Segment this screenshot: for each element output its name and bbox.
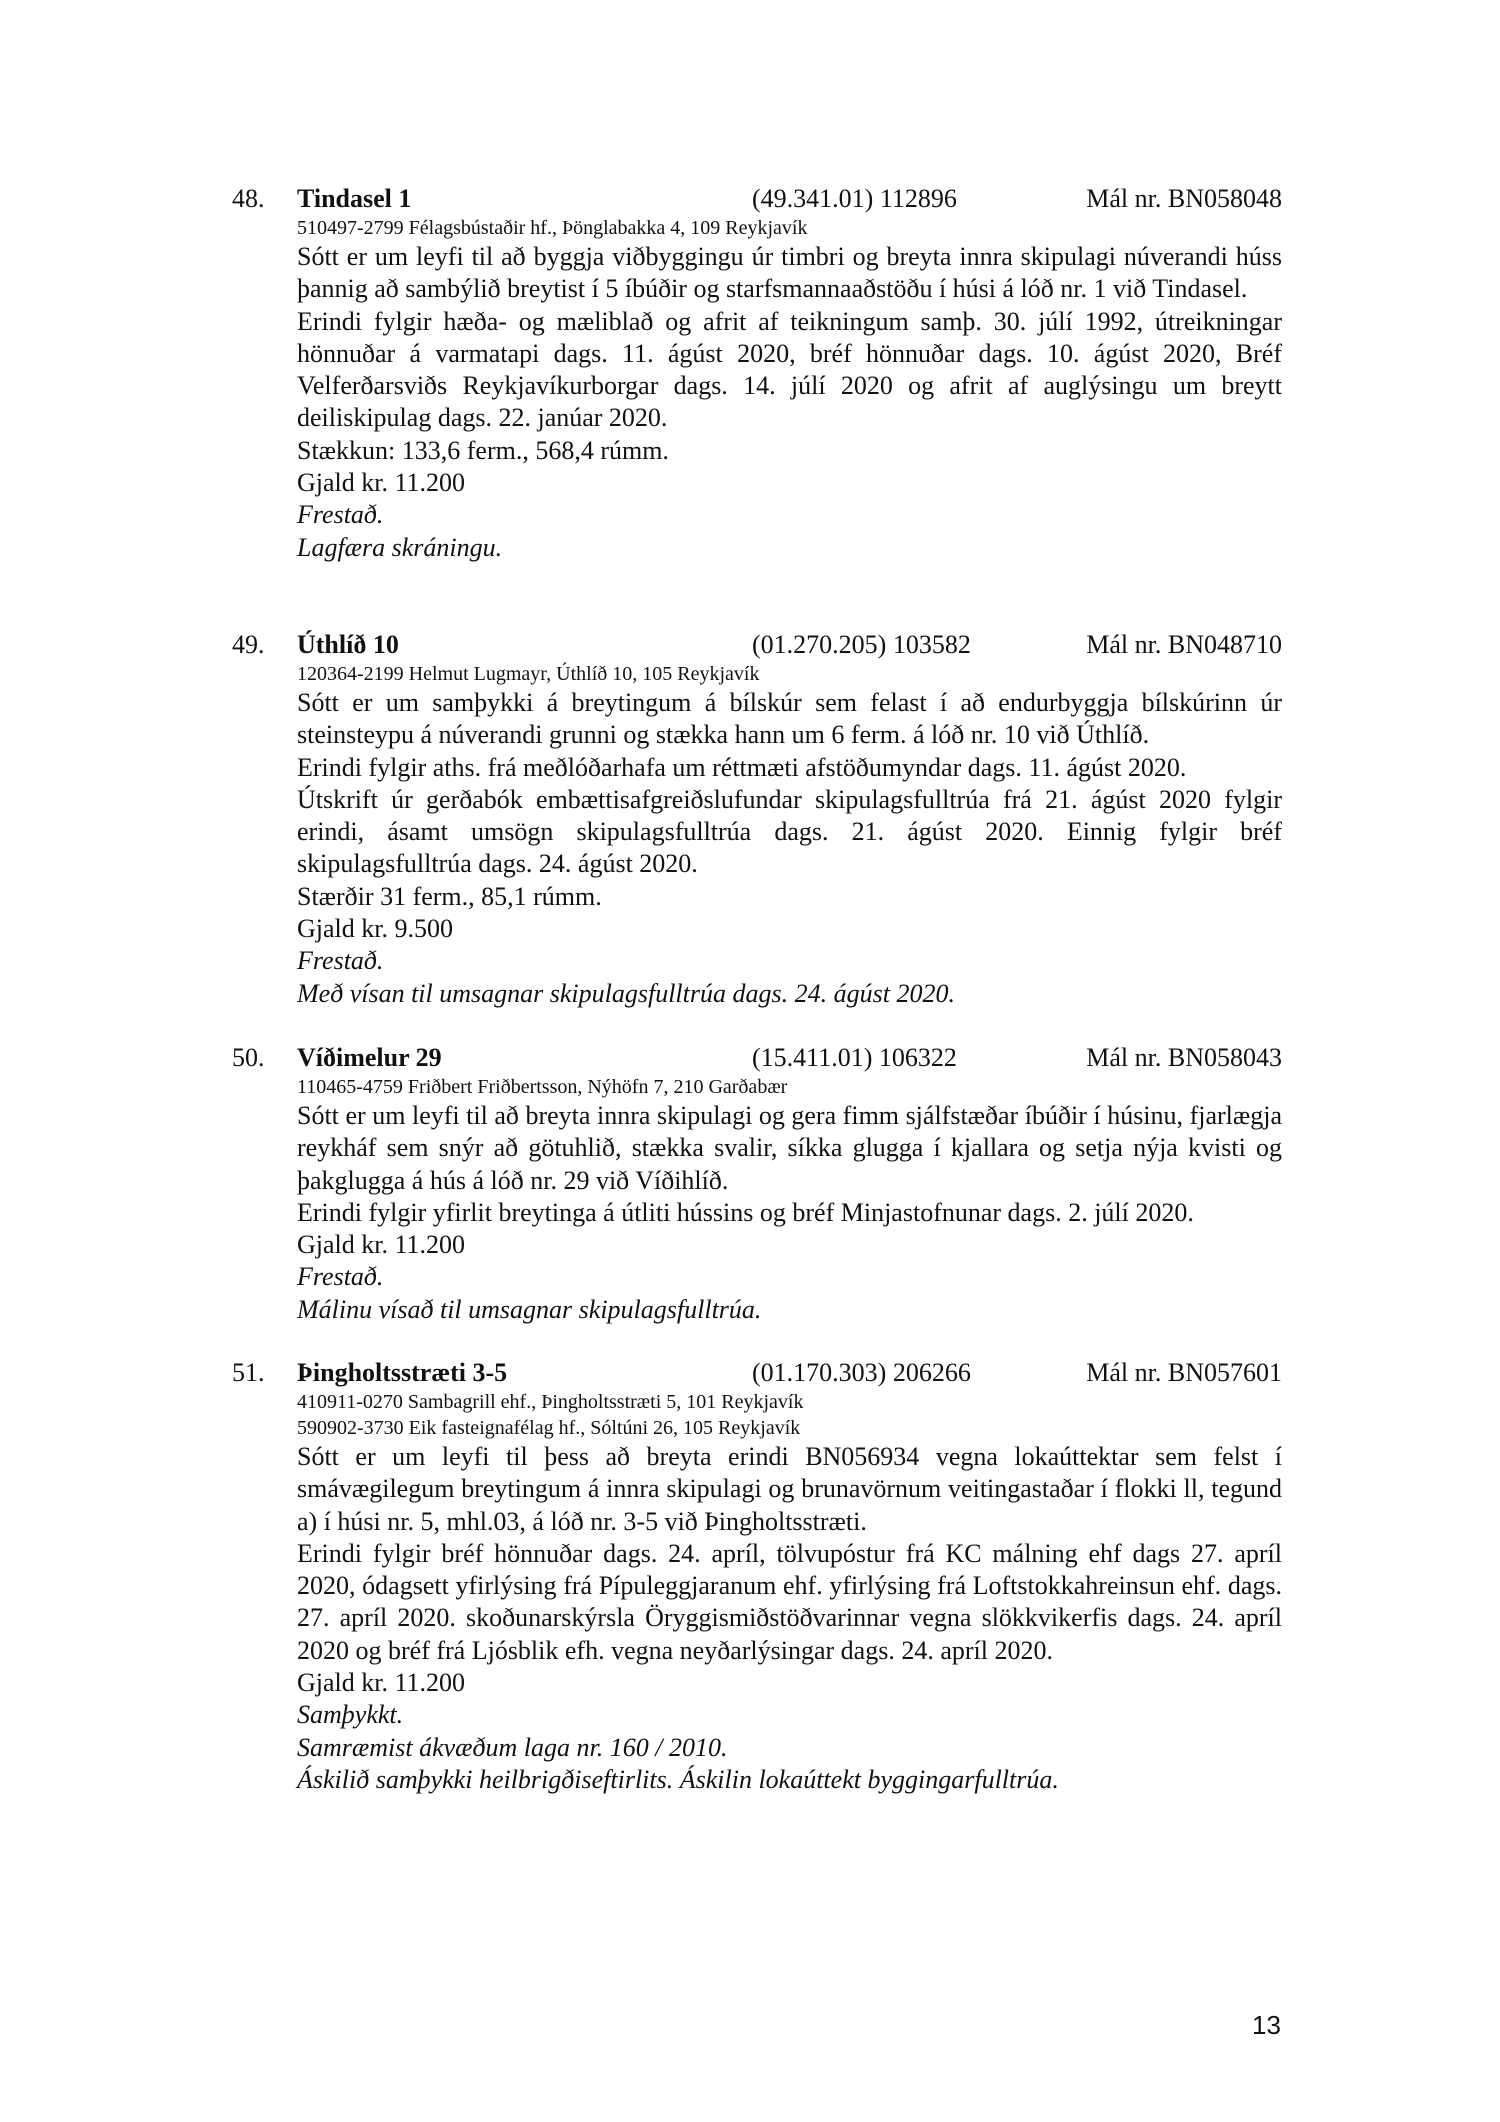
entry-number: 49. — [232, 630, 265, 659]
entry-reference: (49.341.01) 112896 — [752, 184, 957, 213]
entry-header — [232, 628, 1282, 661]
entry-number: 48. — [232, 184, 265, 213]
case-entry — [232, 1041, 1282, 1326]
description-paragraph: Sótt er um leyfi til að byggja viðbyggingu úr timbri og breyta innra skipulagi núverandi húss þannig að sambýlið breytist í 5 íbúðir og starfsmannaaðstöðu í húsi á lóð nr. 1 við Tindasel. — [297, 242, 1282, 304]
decision-note: Samræmist ákvæðum laga nr. 160 / 2010. — [297, 1732, 728, 1762]
entry-header — [232, 182, 1282, 215]
objection-paragraph: Erindi fylgir aths. frá meðlóðarhafa um réttmæti afstöðumyndar dags. 11. ágúst 2020. — [297, 752, 1187, 782]
applicant-line: 590902-3730 Eik fasteignafélag hf., Sóltúni 26, 105 Reykjavík — [297, 1417, 801, 1439]
fee-line: Gjald kr. 11.200 — [297, 1668, 466, 1698]
entry-reference: (15.411.01) 106322 — [752, 1043, 957, 1072]
fee-line: Gjald kr. 11.200 — [297, 1230, 466, 1260]
applicant-line: 510497-2799 Félagsbústaðir hf., Þönglabakka 4, 109 Reykjavík — [297, 217, 808, 239]
description-paragraph: Sótt er um leyfi til að breyta innra skipulagi og gera fimm sjálfstæðar íbúðir í húsinu, fjarlægja reykháf sem snýr að götuhlið, stækka svalir, síkka glugga í kjallara og setja nýja kvisti og þakglugga á hús á lóð nr. 29 við Víðihlíð. — [297, 1101, 1282, 1195]
entry-case-number: Mál nr. BN058043 — [1086, 1043, 1282, 1072]
entry-header — [232, 1356, 1282, 1389]
entry-title: Tindasel 1 — [297, 184, 412, 213]
entry-body — [297, 661, 1282, 1010]
applicant-line: 120364-2199 Helmut Lugmayr, Úthlíð 10, 105 Reykjavík — [297, 663, 760, 685]
entry-title: Þingholtsstræti 3-5 — [297, 1358, 508, 1387]
case-entry — [232, 182, 1282, 564]
fee-line: Gjald kr. 11.200 — [297, 468, 466, 498]
decision-note: Málinu vísað til umsagnar skipulagsfulltrúa. — [297, 1294, 762, 1324]
entry-header — [232, 1041, 1282, 1074]
description-paragraph: Sótt er um leyfi til þess að breyta erindi BN056934 vegna lokaúttektar sem felst í smávægilegum breytingum á innra skipulagi og brunavörnum veitingastaðar í flokki ll, tegund a) í húsi nr. 5, mhl.03, á lóð nr. 3-5 við Þingholtsstræti. — [297, 1442, 1282, 1536]
attachments-paragraph: Erindi fylgir hæða- og mæliblað og afrit af teikningum samþ. 30. júlí 1992, útreikningar hönnuðar á varmatapi dags. 11. ágúst 2020, bréf hönnuðar dags. 10. ágúst 2020, Bréf Velferðarsviðs Reykjavíkurborgar dags. 14. júlí 2020 og afrit af auglýsingu um breytt deiliskipulag dags. 22. janúar 2020. — [297, 306, 1282, 433]
entry-number: 51. — [232, 1358, 265, 1387]
attachments-paragraph: Erindi fylgir bréf hönnuðar dags. 24. apríl, tölvupóstur frá KC málning ehf dags 27. apríl 2020, ódagsett yfirlýsing frá Pípuleggjaranum ehf. yfirlýsing frá Loftstokkahreinsun ehf. dags. 27. apríl 2020. skoðunarskýrsla Öryggismiðstöðvarinnar vegna slökkvikerfis dags. 24. apríl 2020 og bréf frá Ljósblik efh. vegna neyðarlýsingar dags. 24. apríl 2020. — [297, 1538, 1282, 1665]
entry-body — [297, 1389, 1282, 1796]
decision-line: Frestað. — [297, 946, 384, 976]
decision-note: Með vísan til umsagnar skipulagsfulltrúa dags. 24. ágúst 2020. — [297, 978, 955, 1008]
entry-case-number: Mál nr. BN057601 — [1086, 1358, 1282, 1387]
entry-case-number: Mál nr. BN048710 — [1086, 630, 1282, 659]
decision-condition: Áskilið samþykki heilbrigðiseftirlits. Áskilin lokaúttekt byggingarfulltrúa. — [297, 1764, 1059, 1794]
applicant-line: 410911-0270 Sambagrill ehf., Þingholtsstræti 5, 101 Reykjavík — [297, 1391, 804, 1413]
fee-line: Gjald kr. 9.500 — [297, 914, 453, 944]
decision-line: Samþykkt. — [297, 1700, 404, 1730]
page-number: 13 — [1252, 2010, 1281, 2040]
case-entry — [232, 628, 1282, 1010]
entry-title: Víðimelur 29 — [297, 1043, 442, 1072]
case-entry — [232, 1356, 1282, 1796]
applicant-line: 110465-4759 Friðbert Friðbertsson, Nýhöfn 7, 210 Garðabær — [297, 1076, 788, 1098]
minutes-paragraph: Útskrift úr gerðabók embættisafgreiðslufundar skipulagsfulltrúa frá 21. ágúst 2020 fylgir erindi, ásamt umsögn skipulagsfulltrúa dags. 21. ágúst 2020. Einnig fylgir bréf skipulagsfulltrúa dags. 24. ágúst 2020. — [297, 784, 1282, 879]
entry-body — [297, 215, 1282, 564]
decision-line: Frestað. — [297, 500, 384, 530]
description-paragraph: Sótt er um samþykki á breytingum á bílskúr sem felast í að endurbyggja bílskúrinn úr steinsteypu á núverandi grunni og stækka hann um 6 ferm. á lóð nr. 10 við Úthlíð. — [297, 688, 1282, 750]
decision-note: Lagfæra skráningu. — [297, 532, 503, 562]
size-line: Stækkun: 133,6 ferm., 568,4 rúmm. — [297, 435, 669, 465]
decision-line: Frestað. — [297, 1262, 384, 1292]
entry-body — [297, 1074, 1282, 1326]
entry-case-number: Mál nr. BN058048 — [1086, 184, 1282, 213]
size-line: Stærðir 31 ferm., 85,1 rúmm. — [297, 881, 602, 911]
entry-reference: (01.170.303) 206266 — [752, 1358, 971, 1387]
entry-title: Úthlíð 10 — [297, 630, 399, 659]
entry-reference: (01.270.205) 103582 — [752, 630, 971, 659]
entry-number: 50. — [232, 1043, 265, 1072]
attachments-paragraph: Erindi fylgir yfirlit breytinga á útliti hússins og bréf Minjastofnunar dags. 2. júlí 2020. — [297, 1197, 1194, 1227]
